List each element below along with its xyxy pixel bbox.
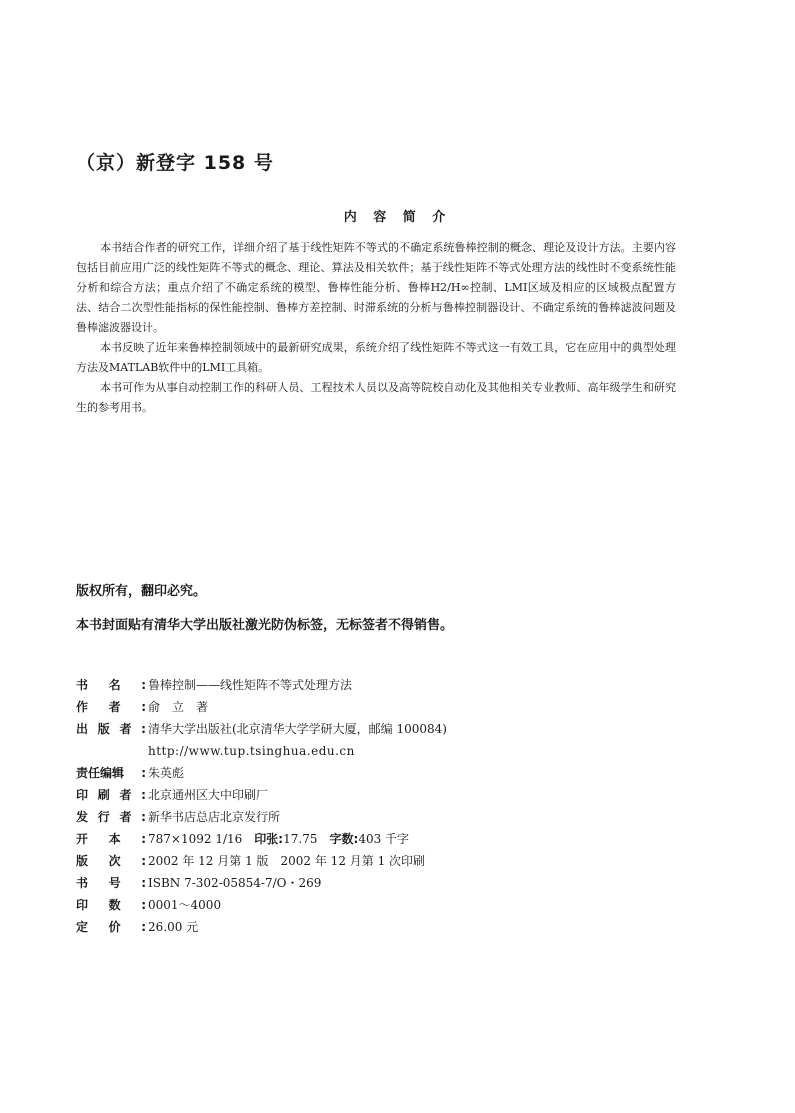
isbn-label: 书 号 : [76, 876, 146, 890]
colophon [76, 674, 716, 938]
publisher-label: 出 版 者 : [76, 722, 146, 736]
title-label: 书 名 : [76, 678, 146, 692]
publisher-url: http://www.tup.tsinghua.edu.cn [148, 744, 355, 758]
summary-body [76, 238, 676, 418]
distributor-label: 发 行 者 : [76, 810, 146, 824]
colophon-edition-row [76, 850, 716, 872]
author-label: 作 者 : [76, 700, 146, 714]
colophon-author-row [76, 696, 716, 718]
format-value: 787×1092 1/16 印张:17.75 字数:403 千字 [148, 832, 410, 846]
summary-paragraph: 本书结合作者的研究工作，详细介绍了基于线性矩阵不等式的不确定系统鲁棒控制的概念、理论及设计方法。主要内容包括目前应用广泛的线性矩阵不等式的概念、理论、算法及相关软件；基于线性矩阵不等式处理方法的线性时不变系统性能分析和综合方法；重点介绍了不确定系统的模型、鲁棒性能分析、鲁棒H2/H∞控制、LMI区域及相应的区域极点配置方法、结合二次型性能指标的保性能控制、鲁棒方差控制、时滞系统的分析与鲁棒控制器设计、不确定系统的鲁棒滤波问题及鲁棒滤波器设计。 [76, 241, 676, 334]
colophon-isbn-row [76, 872, 716, 894]
print-run-value: 0001～4000 [148, 898, 222, 912]
sheets-label: 印张 [254, 832, 279, 846]
distributor-value: 新华书店总店北京发行所 [148, 810, 281, 824]
colophon-format-row [76, 828, 716, 850]
words-label: 字数 [329, 832, 354, 846]
colophon-editor-row [76, 762, 716, 784]
summary-paragraph: 本书反映了近年来鲁棒控制领域中的最新研究成果，系统介绍了线性矩阵不等式这一有效工具，它在应用中的典型处理方法及MATLAB软件中的LMI工具箱。 [76, 341, 676, 374]
copyright-notice: 版权所有，翻印必究。 [76, 584, 207, 599]
colophon-printer-row [76, 784, 716, 806]
editor-label: 责任编辑 : [76, 766, 146, 780]
colophon-print-run-row [76, 894, 716, 916]
price-value: 26.00 元 [148, 920, 199, 934]
printer-label: 印 刷 者 : [76, 788, 146, 802]
colophon-title-row [76, 674, 716, 696]
printer-value: 北京通州区大中印刷厂 [148, 788, 269, 802]
isbn-value: ISBN 7-302-05854-7/O・269 [148, 876, 322, 890]
author-value: 俞 立 著 [148, 700, 209, 714]
price-label: 定 价 : [76, 920, 146, 934]
summary-title: 内 容 简 介 [343, 210, 452, 225]
print-run-label: 印 数 : [76, 898, 146, 912]
anti-counterfeit-notice: 本书封面贴有清华大学出版社激光防伪标签，无标签者不得销售。 [76, 618, 454, 633]
colophon-distributor-row [76, 806, 716, 828]
colophon-url-row [76, 740, 716, 762]
edition-value: 2002 年 12 月第 1 版 2002 年 12 月第 1 次印刷 [148, 854, 426, 868]
title-value: 鲁棒控制——线性矩阵不等式处理方法 [148, 678, 353, 692]
colophon-price-row [76, 916, 716, 938]
summary-paragraph: 本书可作为从事自动控制工作的科研人员、工程技术人员以及高等院校自动化及其他相关专业教师、高年级学生和研究生的参考用书。 [76, 381, 676, 414]
registration-number: （京）新登字 158 号 [76, 152, 274, 174]
editor-value: 朱英彪 [148, 766, 185, 780]
publisher-value: 清华大学出版社(北京清华大学学研大厦，邮编 100084) [148, 722, 447, 736]
edition-label: 版 次 : [76, 854, 146, 868]
format-label: 开 本 : [76, 832, 146, 846]
colophon-publisher-row [76, 718, 716, 740]
